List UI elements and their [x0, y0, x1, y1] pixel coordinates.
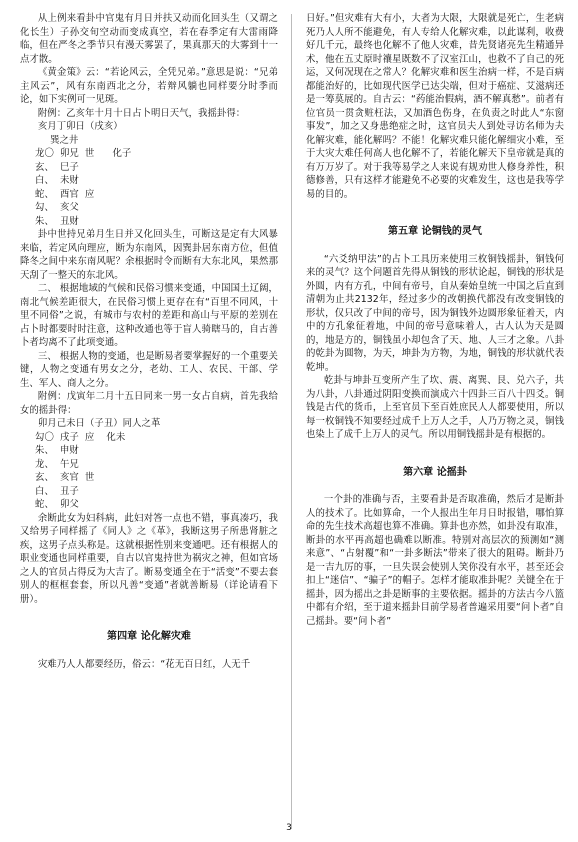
right-column — [306, 12, 564, 628]
hexagram-title: 卯月己未日（子丑）同人之革 — [37, 418, 161, 429]
example-intro: 附例：乙亥年十月十日占卜明日天气，我摇卦得： — [37, 107, 246, 119]
hexagram-line: 玄、 亥官 世 — [35, 472, 95, 483]
hexagram-line: 蛇、 酉官 应 — [35, 188, 95, 200]
paragraph: 三、 根据人物的变通，也是断易者要掌握好的一个重要关键，人物之变通有男女之分，老幼、工人、农民、干部、学生、军人、商人之分。 — [20, 350, 278, 389]
example-intro: 附例：戊寅年二月十五日同来一男一女占自病，首先我给女的摇卦得： — [20, 391, 278, 416]
paragraph: 《黄金策》云：“若论风云，全凭兄弟。”意思是说：“兄弟主风云”，风有东南西北之分，若辩风躺也同样要分时季而论，如下实例可一见斑。 — [20, 67, 278, 105]
paragraph: 余断此女为妇科病，此妇对答一点也不错，事真凑巧，我又给男子同样摇了《同人》之《革》，我断这男子所患肾脏之疾，这男子点头称是。这就根据性别来变通吧。还有根据人的职业变通也同样重要，自古以官鬼持世为祸灾之神，但如官场之人的官员占得反为大吉了。断易变通全在于“活变”不要去套别人的框框套套，所以凡善“变通”者就善断易（详论请看下册）。 — [20, 512, 278, 605]
chapter-heading: 第四章 论化解灾难 — [107, 631, 191, 642]
hexagram-line: 龙〇 卯兄 世 化子 — [35, 148, 132, 159]
hexagram-line: 白、 未财 — [35, 175, 79, 186]
paragraph: 二、 根据地域的气候和民俗习惯来变通，中国国土辽阔，南北气候差距很大，在民俗习惯上更存在有“百里不同风，十里不同俗”之说，有城市与农村的差距和高山与平原的差别在占卜时都要时时注意，这种改通也等于盲人骑瞎马的，自古善卜者均离不了此项变通。 — [20, 283, 278, 348]
paragraph: 灾难乃人人都要经历，俗云：“花无百日红，人无千 — [37, 658, 251, 670]
hexagram-line: 龙、 午兄 — [35, 458, 79, 470]
hexagram-line: 玄、 巳子 — [35, 161, 79, 173]
hexagram-line: 朱、 申财 — [35, 445, 79, 456]
left-column — [20, 12, 278, 671]
chapter-heading: 第五章 论铜钱的灵气 — [388, 226, 482, 237]
example-date: 亥月丁卯日（戌亥） — [37, 121, 123, 132]
paragraph: 从上例来看卦中官鬼有月日并扶又动而化回头生（又谓之化长生）子孙交旬空动而变成真空，若在春季定有大雷雨降临，但在严冬之季节只有漫天雾罢了，果真那天的大雾到十一点才散。 — [20, 13, 278, 65]
hexagram-title: 巽之井 — [50, 134, 79, 146]
page-number: 3 — [286, 823, 292, 833]
hexagram-line: 勾、 亥父 — [35, 202, 79, 213]
column-divider — [291, 14, 292, 829]
paragraph: 日好。”但灾难有大有小，大者为大限，大限就是死亡，生老病死乃人人所不能避免，有人专给人化解灾难，以此谋利，收费好几千元，最终也化解不了他人灾难，昔先贤诸亮先生精通异术，他在五丈原时禳星既数不了汉室江山，也救不了自己的死运，又何况现在之常人？化解灾难和医生治病一样，不是百病都能治好的，比如现代医学已达尖端，但对于癌症、艾滋病还是一筹莫展的。自古云：“药能治假病，酒不解真愁”。前者有位官员一贯贪赃枉法，又加酒色伤身，在负责之时此人“东窗事发”，加之又身患绝症之时，这官员夫人到处寻访名师为夫化解灾难，能化解吗？不能！化解灾难只能化解细灾小难，至于大灾大难任何高人也化解不了，若能化解天下皇帝就是真的有万万岁了。对于我等易学之人来说有规劝世人修身养性，积德修善，只有这样才能避免不必要的灾难发生，这也是我等学易的目的。 — [306, 13, 564, 200]
paragraph: 乾卦与坤卦互变所产生了坎、震、离巽、艮、兑六子，共为八卦，八卦通过阴阳变换而演成六十四卦三百八十四爻。铜钱是古代的货币，上至官员下至百姓庶民人人都要使用，所以每一枚铜钱不知要经过成千上万人之手，人乃万物之灵，铜钱也染上了成千上万人的灵气。所以用铜钱摇卦是有根据的。 — [306, 375, 564, 440]
paragraph: “六爻纳甲法”的占卜工具历来使用三枚铜钱摇卦，铜钱何来的灵气？这个问题首先得从铜钱的形状论起，铜钱的形状是外圆，内有方孔，中间有帝号，自从秦始皇统一中国之后直到清朝为止共2132年，经过多少的改朝换代都没有改变铜钱的形状，仅只改了中间的帝号，因为铜钱外边圆形象征着天，内中的方孔象征着地，中间的帝号意味着人，古人认为天是圆的，地是方的，铜钱虽小却包含了天、地、人三才之象。八卦的乾卦为圆物，为天，坤卦为方物，为地，铜钱的形状就代表乾坤。 — [306, 253, 564, 373]
hexagram-line: 勾〇 戌子 应 化未 — [35, 431, 126, 443]
paragraph: 卦中世持兄弟月生日并又化回头生，可断这是定有大风暴来临，若定风向理应，断为东南风，因巽卦居东南方位，但值降冬之间中来东南风呢？余根据时令而断有大东北风，果然那天刮了一整天的东北风。 — [20, 229, 278, 281]
paragraph: 一个卦的准确与否，主要看卦是否取准确，然后才是断卦人的技术了。比如算命，一个人报出生年月日时报错，哪怕算命的先生技术高超也算不准确。算卦也亦然，如卦没有取准，断卦的水平再高超也确难以断准。特别对高层次的预测如“测来意”、“占射覆”和“一卦多断法”带来了很大的阻碍。断卦乃是一吉九厉的事，一旦失误会使别人笑你没有水平，甚至还会扣上“迷信”、“骗子”的帽子。怎样才能取准卦呢？关键全在于摇卦，因为摇出之卦是断事的主要依据。摇卦的方法古今八篮中都有介绍，至于道来摇卦目前学易者普遍采用要“问卜者”自己摇卦。要“问卜者” — [306, 494, 564, 627]
hexagram-line: 蛇、 卯父 — [35, 499, 79, 510]
hexagram-line: 白、 丑子 — [35, 485, 79, 497]
hexagram-line: 朱、 丑财 — [35, 215, 79, 227]
chapter-heading: 第六章 论摇卦 — [403, 466, 467, 478]
